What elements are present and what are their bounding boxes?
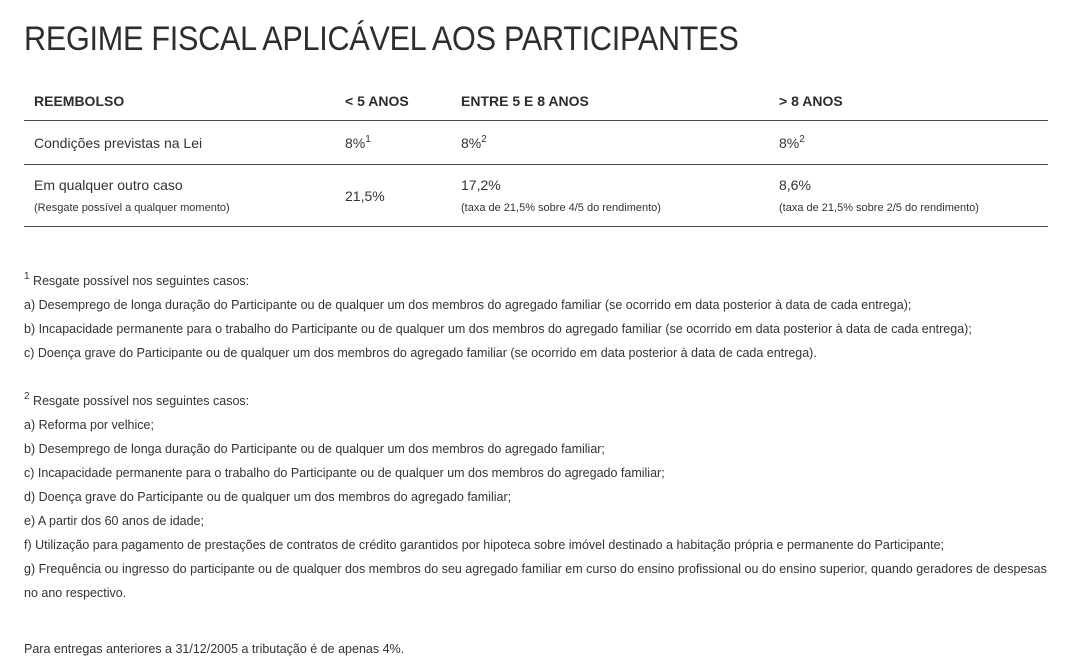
- footnote-marker: 1: [365, 133, 371, 145]
- rate-value: 17,2%: [461, 177, 501, 193]
- footnote-intro: Resgate possível nos seguintes casos:: [33, 274, 250, 288]
- footnote-marker: 1: [24, 271, 30, 282]
- row-label-cell: [24, 165, 335, 227]
- table-row: [24, 165, 1048, 227]
- row-sublabel: (Resgate possível a qualquer momento): [34, 202, 230, 214]
- rate-note: (taxa de 21,5% sobre 4/5 do rendimento): [461, 202, 661, 214]
- list-item: g) Frequência ou ingresso do participante ou de qualquer dos membros do seu agregado familiar em curso do ensino profissional ou do ensino superior, quando geradores de despesas no ano respectivo.: [24, 562, 1047, 600]
- footnote-1: [24, 269, 1054, 365]
- list-item: b) Incapacidade permanente para o trabalho do Participante ou de qualquer um dos membros do agregado familiar (se ocorrido em data posterior à data de cada entrega);: [24, 322, 972, 336]
- rate-cell: [335, 121, 451, 165]
- list-item: f) Utilização para pagamento de prestações de contratos de crédito garantidos por hipoteca sobre imóvel destinado a habitação própria e permanente do Participante;: [24, 538, 945, 552]
- footnote-marker: 2: [481, 133, 487, 145]
- rate-note: (taxa de 21,5% sobre 2/5 do rendimento): [779, 202, 979, 214]
- table-row: [24, 121, 1048, 165]
- rate-cell: [451, 165, 769, 227]
- row-label: Condições previstas na Lei: [34, 134, 203, 151]
- footnotes: [24, 269, 1054, 605]
- rate-value: 21,5%: [345, 187, 385, 204]
- column-header-reembolso: REEMBOLSO: [24, 82, 335, 121]
- list-item: a) Desemprego de longa duração do Participante ou de qualquer um dos membros do agregado familiar (se ocorrido em data posterior à data de cada entrega);: [24, 298, 912, 312]
- rate-cell: [769, 165, 1048, 227]
- list-item: d) Doença grave do Participante ou de qualquer um dos membros do agregado familiar;: [24, 490, 512, 504]
- list-item: b) Desemprego de longa duração do Participante ou de qualquer um dos membros do agregado familiar;: [24, 442, 605, 456]
- rate-cell: [451, 121, 769, 165]
- rate-cell: [769, 121, 1048, 165]
- row-label: Em qualquer outro caso: [34, 177, 183, 193]
- rate-value: 8,6%: [779, 177, 811, 193]
- tax-regime-table: [24, 82, 1048, 227]
- list-item: c) Incapacidade permanente para o trabalho do Participante ou de qualquer um dos membros do agregado familiar;: [24, 466, 665, 480]
- column-header-over-8: > 8 ANOS: [769, 82, 1048, 121]
- closing-note: Para entregas anteriores a 31/12/2005 a tributação é de apenas 4%.: [24, 641, 405, 656]
- column-header-under-5: < 5 ANOS: [335, 82, 451, 121]
- rate-cell: [335, 165, 451, 227]
- rate-value: 8%: [345, 134, 366, 151]
- table-header-row: [24, 82, 1048, 121]
- list-item: e) A partir dos 60 anos de idade;: [24, 514, 204, 528]
- list-item: a) Reforma por velhice;: [24, 418, 154, 432]
- list-item: c) Doença grave do Participante ou de qualquer um dos membros do agregado familiar (se ocorrido em data posterior à data de cada entrega).: [24, 346, 817, 360]
- column-header-5-to-8: ENTRE 5 E 8 ANOS: [451, 82, 769, 121]
- page-title: REGIME FISCAL APLICÁVEL AOS PARTICIPANTES: [24, 20, 739, 58]
- row-label-cell: [24, 121, 335, 165]
- footnote-marker: 2: [24, 391, 30, 402]
- rate-value: 8%: [461, 134, 482, 151]
- footnote-intro: Resgate possível nos seguintes casos:: [33, 394, 250, 408]
- rate-value: 8%: [779, 134, 800, 151]
- footnote-marker: 2: [799, 133, 805, 145]
- footnote-2: [24, 389, 1054, 605]
